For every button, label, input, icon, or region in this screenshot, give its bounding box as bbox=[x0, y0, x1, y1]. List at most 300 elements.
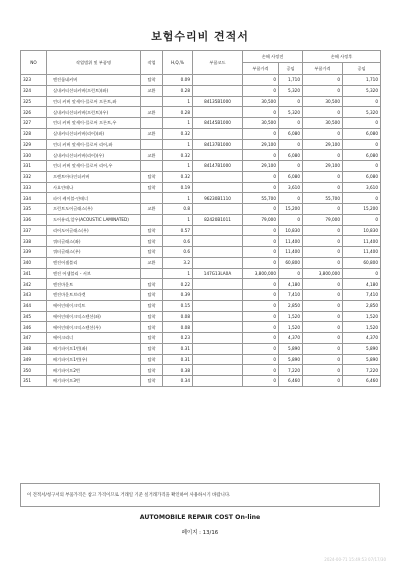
cell-hq: 0.19 bbox=[163, 182, 193, 193]
cell-hq: 0.08 bbox=[163, 322, 193, 333]
cell-work-type: 교환 bbox=[141, 150, 163, 161]
page-indicator: 페이지 : 13/16 bbox=[181, 530, 219, 536]
cell-parts-price-after: 55,700 bbox=[303, 193, 343, 204]
header-labor-after: 공임 bbox=[343, 63, 381, 75]
cell-work-type: 탈착 bbox=[141, 75, 163, 86]
cell-labor-before: 6,080 bbox=[279, 128, 303, 139]
cell-work-type: 탈착 bbox=[141, 300, 163, 311]
cell-hq: 0.39 bbox=[163, 290, 193, 301]
cell-labor-before: 0 bbox=[279, 118, 303, 129]
cell-labor-after: 7,220 bbox=[343, 365, 381, 376]
cell-parts-price-before: 29,100 bbox=[243, 139, 279, 150]
cell-part-code bbox=[193, 182, 243, 193]
cell-hq: 1 bbox=[163, 268, 193, 279]
cell-part-name: 엔진어셈블리 bbox=[47, 257, 141, 268]
cell-labor-after: 6,080 bbox=[343, 150, 381, 161]
cell-part-code bbox=[193, 128, 243, 139]
cell-part-code bbox=[193, 300, 243, 311]
cell-parts-price-after: 29,100 bbox=[303, 139, 343, 150]
cell-parts-price-before: 29,100 bbox=[243, 161, 279, 172]
cell-part-name: 에어크리너 bbox=[47, 333, 141, 344]
cell-no: 325 bbox=[21, 96, 47, 107]
cell-work-type: 탈착 bbox=[141, 333, 163, 344]
cell-part-code bbox=[193, 107, 243, 118]
cell-parts-price-after: 29,100 bbox=[303, 161, 343, 172]
cell-part-code: 84137B1000 bbox=[193, 139, 243, 150]
cell-parts-price-after: 0 bbox=[303, 311, 343, 322]
header-no: NO bbox=[21, 51, 47, 75]
cell-parts-price-before: 0 bbox=[243, 290, 279, 301]
table-row bbox=[21, 96, 381, 107]
cell-labor-after: 4,370 bbox=[343, 333, 381, 344]
cell-part-code: 84135B1000 bbox=[193, 96, 243, 107]
cell-labor-after: 5,320 bbox=[343, 107, 381, 118]
cell-parts-price-after: 0 bbox=[303, 182, 343, 193]
cell-hq: 0.8 bbox=[163, 204, 193, 215]
cell-parts-price-after: 0 bbox=[303, 333, 343, 344]
cell-labor-before: 0 bbox=[279, 193, 303, 204]
cell-work-type: 탈착 bbox=[141, 354, 163, 365]
cell-parts-price-after: 0 bbox=[303, 354, 343, 365]
brand-footer: AUTOMOBILE REPAIR COST On-line bbox=[139, 514, 261, 521]
cell-part-code bbox=[193, 376, 243, 387]
cell-no: 323 bbox=[21, 75, 47, 86]
cell-work-type: 탈착 bbox=[141, 365, 163, 376]
cell-part-name: 언더 커버 앗세이-플로어 프론트,좌 bbox=[47, 96, 141, 107]
cell-hq: 1 bbox=[163, 214, 193, 225]
table-row bbox=[21, 257, 381, 268]
table-row bbox=[21, 204, 381, 215]
cell-labor-before: 5,320 bbox=[279, 107, 303, 118]
cell-hq: 0.6 bbox=[163, 236, 193, 247]
cell-part-code bbox=[193, 236, 243, 247]
cell-part-name: 엔진 어셈블리 - 서브 bbox=[47, 268, 141, 279]
table-row bbox=[21, 161, 381, 172]
cell-parts-price-after: 0 bbox=[303, 257, 343, 268]
table-row bbox=[21, 118, 381, 129]
table-row bbox=[21, 343, 381, 354]
cell-parts-price-after: 79,000 bbox=[303, 214, 343, 225]
header-hq: H,Q,% bbox=[163, 51, 193, 75]
table-row bbox=[21, 290, 381, 301]
cell-parts-price-before: 0 bbox=[243, 279, 279, 290]
cell-labor-after: 7,410 bbox=[343, 290, 381, 301]
cell-parts-price-after: 0 bbox=[303, 279, 343, 290]
cell-work-type bbox=[141, 139, 163, 150]
cell-parts-price-before: 30,500 bbox=[243, 118, 279, 129]
cell-parts-price-before: 55,700 bbox=[243, 193, 279, 204]
cell-work-type bbox=[141, 118, 163, 129]
header-code: 부품코드 bbox=[193, 51, 243, 75]
table-row bbox=[21, 354, 381, 365]
table-row bbox=[21, 236, 381, 247]
table-row bbox=[21, 333, 381, 344]
cell-work-type: 교환 bbox=[141, 204, 163, 215]
table-row bbox=[21, 247, 381, 258]
cell-work-type: 탈착 bbox=[141, 322, 163, 333]
table-body bbox=[21, 75, 381, 387]
cell-part-name: 언더 커버 앗세이-플로어 프론트,우 bbox=[47, 118, 141, 129]
cell-parts-price-before: 0 bbox=[243, 128, 279, 139]
table-row bbox=[21, 279, 381, 290]
cell-part-name: 배기파이프1번(좌) bbox=[47, 343, 141, 354]
cell-labor-after: 11,400 bbox=[343, 236, 381, 247]
cell-parts-price-after: 0 bbox=[303, 343, 343, 354]
cell-parts-price-after: 0 bbox=[303, 376, 343, 387]
print-stamp: 2024-00-71 15:49:53 07/17/30 bbox=[324, 557, 386, 562]
cell-part-name: 언더 커버 앗세이-플로어 리어,좌 bbox=[47, 139, 141, 150]
cell-labor-after: 6,080 bbox=[343, 171, 381, 182]
cell-labor-before: 2,850 bbox=[279, 300, 303, 311]
cell-labor-after: 0 bbox=[343, 214, 381, 225]
table-row bbox=[21, 171, 381, 182]
cell-hq: 1 bbox=[163, 193, 193, 204]
table-row bbox=[21, 225, 381, 236]
cell-hq: 1 bbox=[163, 118, 193, 129]
cell-no: 327 bbox=[21, 118, 47, 129]
cell-work-type: 교환 bbox=[141, 107, 163, 118]
cell-no: 329 bbox=[21, 139, 47, 150]
cell-work-type: 탈착 bbox=[141, 279, 163, 290]
table-row bbox=[21, 268, 381, 279]
header-before-adjustment: 손해 사정전 bbox=[243, 51, 303, 63]
cell-part-code bbox=[193, 333, 243, 344]
cell-part-name: 실내커티션더커버(리어)(좌) bbox=[47, 128, 141, 139]
cell-part-name: 프런트도어글래스(우) bbox=[47, 204, 141, 215]
cell-parts-price-before: 0 bbox=[243, 107, 279, 118]
cell-labor-before: 11,400 bbox=[279, 247, 303, 258]
cell-parts-price-after: 0 bbox=[303, 107, 343, 118]
cell-no: 343 bbox=[21, 290, 47, 301]
cell-part-name: 엔진마운트 bbox=[47, 279, 141, 290]
cell-no: 332 bbox=[21, 171, 47, 182]
cell-parts-price-before: 0 bbox=[243, 333, 279, 344]
table-row bbox=[21, 128, 381, 139]
table-row bbox=[21, 193, 381, 204]
cell-hq: 0.32 bbox=[163, 171, 193, 182]
cell-parts-price-before: 0 bbox=[243, 150, 279, 161]
cell-labor-after: 0 bbox=[343, 193, 381, 204]
table-row bbox=[21, 365, 381, 376]
cell-parts-price-before: 79,000 bbox=[243, 214, 279, 225]
cell-hq: 0.09 bbox=[163, 75, 193, 86]
cell-part-name: 에어인테이크익스텐션(좌) bbox=[47, 311, 141, 322]
cell-hq: 0.28 bbox=[163, 85, 193, 96]
cell-hq: 0.32 bbox=[163, 150, 193, 161]
header-parts-price-before: 부품가격 bbox=[243, 63, 279, 75]
cell-part-code bbox=[193, 311, 243, 322]
cell-work-type: 탈착 bbox=[141, 311, 163, 322]
cell-labor-before: 3,610 bbox=[279, 182, 303, 193]
cell-no: 331 bbox=[21, 161, 47, 172]
cell-labor-after: 5,890 bbox=[343, 354, 381, 365]
cell-work-type: 탈착 bbox=[141, 247, 163, 258]
cell-no: 336 bbox=[21, 214, 47, 225]
cell-labor-before: 10,830 bbox=[279, 225, 303, 236]
cell-labor-after: 0 bbox=[343, 96, 381, 107]
cell-labor-after: 1,710 bbox=[343, 75, 381, 86]
cell-labor-before: 7,410 bbox=[279, 290, 303, 301]
cell-labor-before: 5,890 bbox=[279, 343, 303, 354]
cell-parts-price-before: 0 bbox=[243, 171, 279, 182]
cell-parts-price-after: 0 bbox=[303, 204, 343, 215]
cell-part-name: 언더 커버 앗세이-플로어 리어,우 bbox=[47, 161, 141, 172]
price-notice: 이 견적서/청구서의 부품가격은 참고 가격이므로 거래일 기준 실거래가격을 확인하여 사용하시기 바랍니다. bbox=[20, 483, 380, 507]
cell-part-code bbox=[193, 204, 243, 215]
cell-part-name: 쿼터글래스(좌) bbox=[47, 236, 141, 247]
cell-no: 351 bbox=[21, 376, 47, 387]
cell-work-type: 교환 bbox=[141, 85, 163, 96]
cell-part-code bbox=[193, 257, 243, 268]
cell-labor-before: 15,200 bbox=[279, 204, 303, 215]
cell-part-code bbox=[193, 290, 243, 301]
cell-part-name: 프렌트아타인더커버 bbox=[47, 171, 141, 182]
cell-work-type bbox=[141, 214, 163, 225]
cell-no: 349 bbox=[21, 354, 47, 365]
cell-no: 328 bbox=[21, 128, 47, 139]
cell-part-name: 배기파이프2번 bbox=[47, 365, 141, 376]
cell-labor-before: 4,180 bbox=[279, 279, 303, 290]
cell-parts-price-after: 0 bbox=[303, 225, 343, 236]
cell-hq: 1 bbox=[163, 96, 193, 107]
cell-parts-price-before: 0 bbox=[243, 182, 279, 193]
cell-no: 350 bbox=[21, 365, 47, 376]
cell-parts-price-after: 0 bbox=[303, 128, 343, 139]
cell-no: 337 bbox=[21, 225, 47, 236]
cell-labor-after: 6,080 bbox=[343, 128, 381, 139]
cell-labor-before: 0 bbox=[279, 268, 303, 279]
cell-labor-after: 2,850 bbox=[343, 300, 381, 311]
cell-labor-after: 15,200 bbox=[343, 204, 381, 215]
cell-hq: 1 bbox=[163, 161, 193, 172]
cell-part-code bbox=[193, 365, 243, 376]
cell-labor-before: 1,520 bbox=[279, 311, 303, 322]
estimate-table bbox=[20, 50, 381, 387]
cell-part-name: 리어도어글래스(우) bbox=[47, 225, 141, 236]
cell-parts-price-after: 0 bbox=[303, 365, 343, 376]
cell-labor-before: 5,890 bbox=[279, 354, 303, 365]
cell-parts-price-after: 0 bbox=[303, 150, 343, 161]
table-row bbox=[21, 300, 381, 311]
cell-part-name: 배기파이프1번(우) bbox=[47, 354, 141, 365]
table-row bbox=[21, 376, 381, 387]
cell-parts-price-after: 30,500 bbox=[303, 118, 343, 129]
cell-parts-price-before: 0 bbox=[243, 236, 279, 247]
cell-parts-price-before: 0 bbox=[243, 311, 279, 322]
cell-no: 326 bbox=[21, 107, 47, 118]
cell-labor-after: 5,890 bbox=[343, 343, 381, 354]
cell-part-name: 에어인테이크덕트 bbox=[47, 300, 141, 311]
header-work: 작업 bbox=[141, 51, 163, 75]
cell-work-type: 탈착 bbox=[141, 343, 163, 354]
cell-parts-price-before: 0 bbox=[243, 75, 279, 86]
header-name: 작업범위 및 부품명 bbox=[47, 51, 141, 75]
cell-no: 333 bbox=[21, 182, 47, 193]
table-row bbox=[21, 107, 381, 118]
cell-work-type: 교환 bbox=[141, 257, 163, 268]
cell-labor-before: 0 bbox=[279, 96, 303, 107]
cell-hq: 3.2 bbox=[163, 257, 193, 268]
cell-parts-price-before: 0 bbox=[243, 365, 279, 376]
cell-no: 324 bbox=[21, 85, 47, 96]
cell-no: 338 bbox=[21, 236, 47, 247]
cell-hq: 0.6 bbox=[163, 247, 193, 258]
cell-labor-after: 5,320 bbox=[343, 85, 381, 96]
table-row bbox=[21, 85, 381, 96]
cell-hq: 0.15 bbox=[163, 300, 193, 311]
cell-labor-before: 6,080 bbox=[279, 171, 303, 182]
cell-part-code: 84145B1000 bbox=[193, 118, 243, 129]
table-row bbox=[21, 322, 381, 333]
cell-hq: 0.08 bbox=[163, 311, 193, 322]
table-row bbox=[21, 150, 381, 161]
document-title: 보험수리비 견적서 bbox=[151, 30, 249, 43]
cell-labor-before: 0 bbox=[279, 214, 303, 225]
table-row bbox=[21, 311, 381, 322]
cell-labor-after: 1,520 bbox=[343, 311, 381, 322]
cell-parts-price-before: 0 bbox=[243, 322, 279, 333]
cell-labor-before: 7,220 bbox=[279, 365, 303, 376]
cell-part-code: 147G13LA0A bbox=[193, 268, 243, 279]
cell-parts-price-before: 0 bbox=[243, 343, 279, 354]
cell-hq: 0.32 bbox=[163, 128, 193, 139]
cell-no: 334 bbox=[21, 193, 47, 204]
cell-work-type: 탈착 bbox=[141, 236, 163, 247]
cell-no: 330 bbox=[21, 150, 47, 161]
cell-parts-price-after: 30,500 bbox=[303, 96, 343, 107]
cell-part-code: 96230B1110 bbox=[193, 193, 243, 204]
cell-part-code bbox=[193, 247, 243, 258]
cell-part-name: 쿼터글래스(우) bbox=[47, 247, 141, 258]
cell-part-code bbox=[193, 354, 243, 365]
cell-work-type: 교환 bbox=[141, 128, 163, 139]
table-row bbox=[21, 139, 381, 150]
cell-part-code bbox=[193, 279, 243, 290]
cell-labor-after: 0 bbox=[343, 139, 381, 150]
cell-parts-price-before: 0 bbox=[243, 300, 279, 311]
cell-labor-before: 60,800 bbox=[279, 257, 303, 268]
cell-hq: 0.57 bbox=[163, 225, 193, 236]
header-parts-price-after: 부품가격 bbox=[303, 63, 343, 75]
cell-work-type bbox=[141, 161, 163, 172]
cell-part-code bbox=[193, 225, 243, 236]
cell-labor-before: 0 bbox=[279, 139, 303, 150]
cell-labor-after: 60,800 bbox=[343, 257, 381, 268]
cell-work-type: 탈착 bbox=[141, 171, 163, 182]
cell-hq: 0.22 bbox=[163, 279, 193, 290]
cell-hq: 1 bbox=[163, 139, 193, 150]
cell-parts-price-after: 0 bbox=[303, 75, 343, 86]
cell-parts-price-after: 0 bbox=[303, 300, 343, 311]
cell-no: 346 bbox=[21, 322, 47, 333]
cell-parts-price-before: 0 bbox=[243, 204, 279, 215]
cell-parts-price-before: 0 bbox=[243, 354, 279, 365]
cell-labor-after: 10,830 bbox=[343, 225, 381, 236]
cell-parts-price-after: 0 bbox=[303, 236, 343, 247]
cell-parts-price-before: 0 bbox=[243, 225, 279, 236]
cell-no: 339 bbox=[21, 247, 47, 258]
cell-no: 341 bbox=[21, 268, 47, 279]
cell-parts-price-before: 0 bbox=[243, 257, 279, 268]
table-row bbox=[21, 214, 381, 225]
cell-work-type: 탈착 bbox=[141, 376, 163, 387]
cell-work-type bbox=[141, 96, 163, 107]
cell-parts-price-after: 0 bbox=[303, 322, 343, 333]
cell-work-type bbox=[141, 193, 163, 204]
cell-part-code bbox=[193, 171, 243, 182]
cell-parts-price-after: 0 bbox=[303, 247, 343, 258]
cell-part-name: 에어인테이크익스텐션(우) bbox=[47, 322, 141, 333]
cell-part-name: 실내커티션더커버(프런트)(좌) bbox=[47, 85, 141, 96]
cell-hq: 0.31 bbox=[163, 354, 193, 365]
cell-labor-after: 3,610 bbox=[343, 182, 381, 193]
cell-part-name: 사요안테나 bbox=[47, 182, 141, 193]
cell-part-code bbox=[193, 150, 243, 161]
cell-no: 344 bbox=[21, 300, 47, 311]
cell-part-name: 실내커티션더커버(리어)(우) bbox=[47, 150, 141, 161]
cell-hq: 0.28 bbox=[163, 107, 193, 118]
cell-part-code bbox=[193, 322, 243, 333]
cell-part-code bbox=[193, 85, 243, 96]
cell-work-type bbox=[141, 268, 163, 279]
cell-work-type: 탈착 bbox=[141, 182, 163, 193]
cell-part-name: 엔진마운트브라켓 bbox=[47, 290, 141, 301]
cell-labor-before: 6,080 bbox=[279, 150, 303, 161]
cell-labor-before: 11,400 bbox=[279, 236, 303, 247]
cell-work-type: 탈착 bbox=[141, 225, 163, 236]
cell-labor-after: 6,460 bbox=[343, 376, 381, 387]
table-header bbox=[21, 51, 381, 75]
cell-labor-before: 5,320 bbox=[279, 85, 303, 96]
cell-parts-price-before: 0 bbox=[243, 85, 279, 96]
cell-parts-price-before: 3,800,000 bbox=[243, 268, 279, 279]
cell-hq: 0.31 bbox=[163, 343, 193, 354]
cell-part-name: 배기파이프3번 bbox=[47, 376, 141, 387]
cell-part-name: 파이 케이블-안테너 bbox=[47, 193, 141, 204]
cell-part-name: 도어유리,앞우(ACOUSTIC LAMINATED) bbox=[47, 214, 141, 225]
cell-labor-after: 0 bbox=[343, 118, 381, 129]
cell-parts-price-before: 0 bbox=[243, 376, 279, 387]
cell-part-code: 84147B1000 bbox=[193, 161, 243, 172]
cell-part-code bbox=[193, 75, 243, 86]
cell-labor-after: 4,180 bbox=[343, 279, 381, 290]
cell-labor-after: 11,400 bbox=[343, 247, 381, 258]
header-after-adjustment: 손해 사정후 bbox=[303, 51, 381, 63]
cell-labor-before: 6,460 bbox=[279, 376, 303, 387]
cell-part-code bbox=[193, 343, 243, 354]
cell-hq: 0.23 bbox=[163, 333, 193, 344]
cell-part-name: 엔진룸네커버 bbox=[47, 75, 141, 86]
cell-parts-price-after: 0 bbox=[303, 85, 343, 96]
cell-labor-after: 0 bbox=[343, 268, 381, 279]
cell-work-type: 탈착 bbox=[141, 290, 163, 301]
cell-no: 342 bbox=[21, 279, 47, 290]
cell-no: 345 bbox=[21, 311, 47, 322]
cell-part-name: 실내커티션더커버(프런트)(우) bbox=[47, 107, 141, 118]
table-row bbox=[21, 75, 381, 86]
cell-no: 347 bbox=[21, 333, 47, 344]
cell-hq: 0.38 bbox=[163, 365, 193, 376]
cell-hq: 0.34 bbox=[163, 376, 193, 387]
cell-no: 335 bbox=[21, 204, 47, 215]
header-labor-before: 공임 bbox=[279, 63, 303, 75]
cell-labor-after: 1,520 bbox=[343, 322, 381, 333]
cell-labor-after: 0 bbox=[343, 161, 381, 172]
table-row bbox=[21, 182, 381, 193]
cell-labor-before: 1,710 bbox=[279, 75, 303, 86]
cell-part-code: 82420B1011 bbox=[193, 214, 243, 225]
cell-labor-before: 1,520 bbox=[279, 322, 303, 333]
